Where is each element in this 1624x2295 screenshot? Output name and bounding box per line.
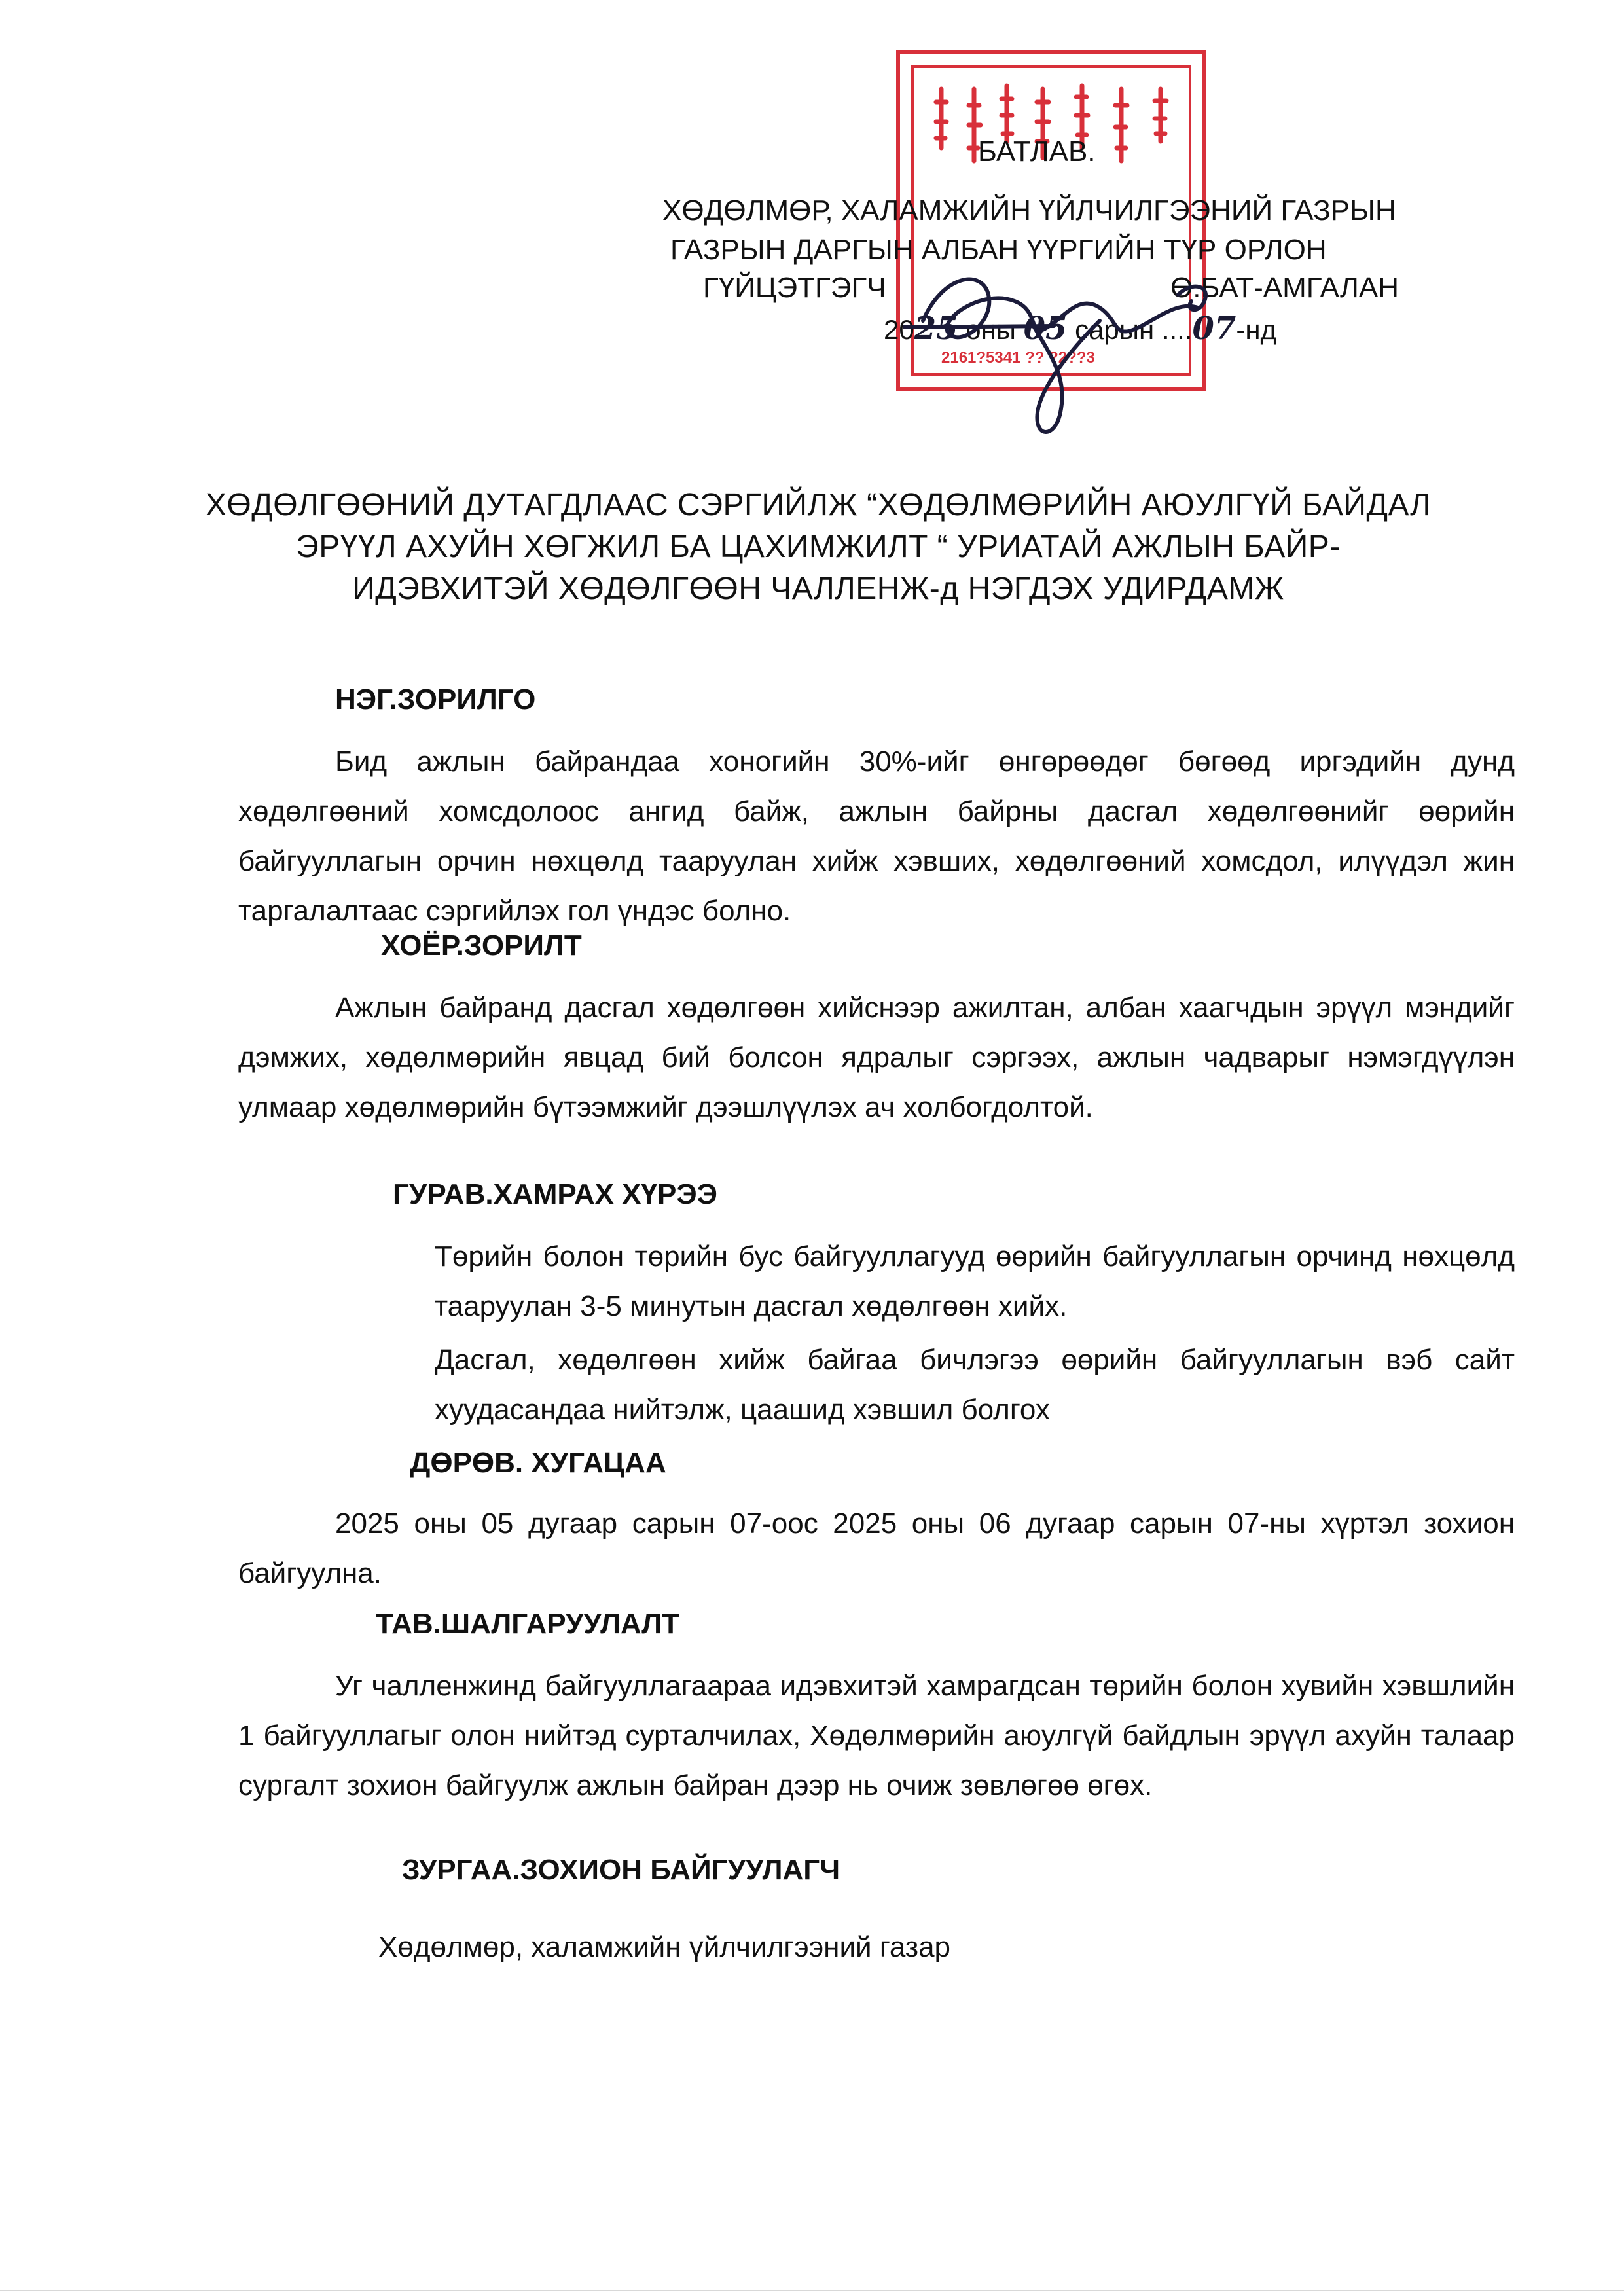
approver-name: Ө.БАТ-АМГАЛАН [1170,272,1399,304]
section-3-item-1: Төрийн болон төрийн бус байгууллагууд өөрийн байгууллагын орчинд нөхцөлд тааруулан 3-5 минутын дасгал хөдөлгөөн хийх. [435,1240,1515,1322]
section-4-heading: ДӨРӨВ. ХУГАЦАА [410,1447,666,1479]
date-year-handwritten: 25 [914,310,958,347]
title-line-3: ИДЭВХИТЭЙ ХӨДӨЛГӨӨН ЧАЛЛЕНЖ-д НЭГДЭХ УДИРДАМЖ [352,571,1284,606]
section-5-heading: ТАВ.ШАЛГАРУУЛАЛТ [376,1608,679,1640]
date-suffix: -нд [1236,314,1277,345]
date-prefix: 20 [884,314,914,345]
section-2-heading: ХОЁР.ЗОРИЛТ [381,930,582,962]
section-6-heading: ЗУРГАА.ЗОХИОН БАЙГУУЛАГЧ [402,1854,840,1886]
section-3-heading: ГУРАВ.ХАМРАХ ХҮРЭЭ [393,1178,717,1210]
date-day-handwritten: 07 [1192,310,1236,347]
seal-number: 2161?5341 ?? ?2??3 [941,349,1095,367]
approver-role: ГҮЙЦЭТГЭГЧ [703,272,886,304]
date-mid-month: сарын .... [1075,314,1193,345]
title-line-1: ХӨДӨЛГӨӨНИЙ ДУТАГДЛААС СЭРГИЙЛЖ “ХӨДӨЛМӨРИЙН АЮУЛГҮЙ БАЙДАЛ [205,488,1432,522]
section-2-text: Ажлын байранд дасгал хөдөлгөөн хийснээр ажилтан, албан хаагчдын эрүүл мэндийг дэмжих, хөдөлмөрийн явцад бий болсон ядралыг сэргээх, ажлын чадварыг нэмэгдүүлэн улмаар хөдөлмөрийн бүтээмжийг дээшлүүлэх ач холбогдолтой. [238,992,1515,1123]
section-1-text: Бид ажлын байрандаа хоногийн 30%-ийг өнгөрөөдөг бөгөөд иргэдийн дунд хөдөлгөөний хомсдолоос ангид байж, ажлын байрны дасгал хөдөлгөөнийг өөрийн байгууллагын орчин нөхцөлд тааруулан хийж хэвших, хөдөлгөөний хомсдол, илүүдэл жин таргалалтаас сэргийлэх гол үндэс болно. [238,746,1515,927]
approver-organization: ХӨДӨЛМӨР, ХАЛАМЖИЙН ҮЙЛЧИЛГЭЭНИЙ ГАЗРЫН [662,194,1396,226]
scan-edge-line [0,2290,1624,2291]
document-title [164,484,1473,610]
date-mid-year: оны [965,314,1016,345]
section-4-text: 2025 оны 05 дугаар сарын 07-оос 2025 оны 06 дугаар сарын 07-ны хүртэл зохион байгуулна. [238,1508,1515,1589]
section-1-heading: НЭГ.ЗОРИЛГО [335,683,536,715]
title-line-2: ЭРҮҮЛ АХУЙН ХӨГЖИЛ БА ЦАХИМЖИЛТ “ УРИАТАЙ АЖЛЫН БАЙР- [296,530,1341,564]
approve-label: БАТЛАВ. [978,136,1096,168]
date-month-handwritten: 05 [1023,310,1068,347]
signature [903,249,1244,445]
section-3-item-2: Дасгал, хөдөлгөөн хийж байгаа бичлэгээ өөрийн байгууллагын вэб сайт хуудасандаа нийтэлж, цаашид хэвшил болгох [435,1344,1515,1426]
section-6-text: Хөдөлмөр, халамжийн үйлчилгээний газар [378,1931,951,1963]
section-5-text: Уг чалленжинд байгууллагаараа идэвхитэй хамрагдсан төрийн болон хувийн хэвшлийн 1 байгууллагыг олон нийтэд сурталчилах, Хөдөлмөрийн аюулгүй байдлын эрүүл ахуйн талаар сургалт зохион байгуулж ажлын байран дээр нь очиж зөвлөгөө өгөх. [238,1670,1515,1801]
approver-position: ГАЗРЫН ДАРГЫН АЛБАН ҮҮРГИЙН ТҮР ОРЛОН [670,234,1327,266]
